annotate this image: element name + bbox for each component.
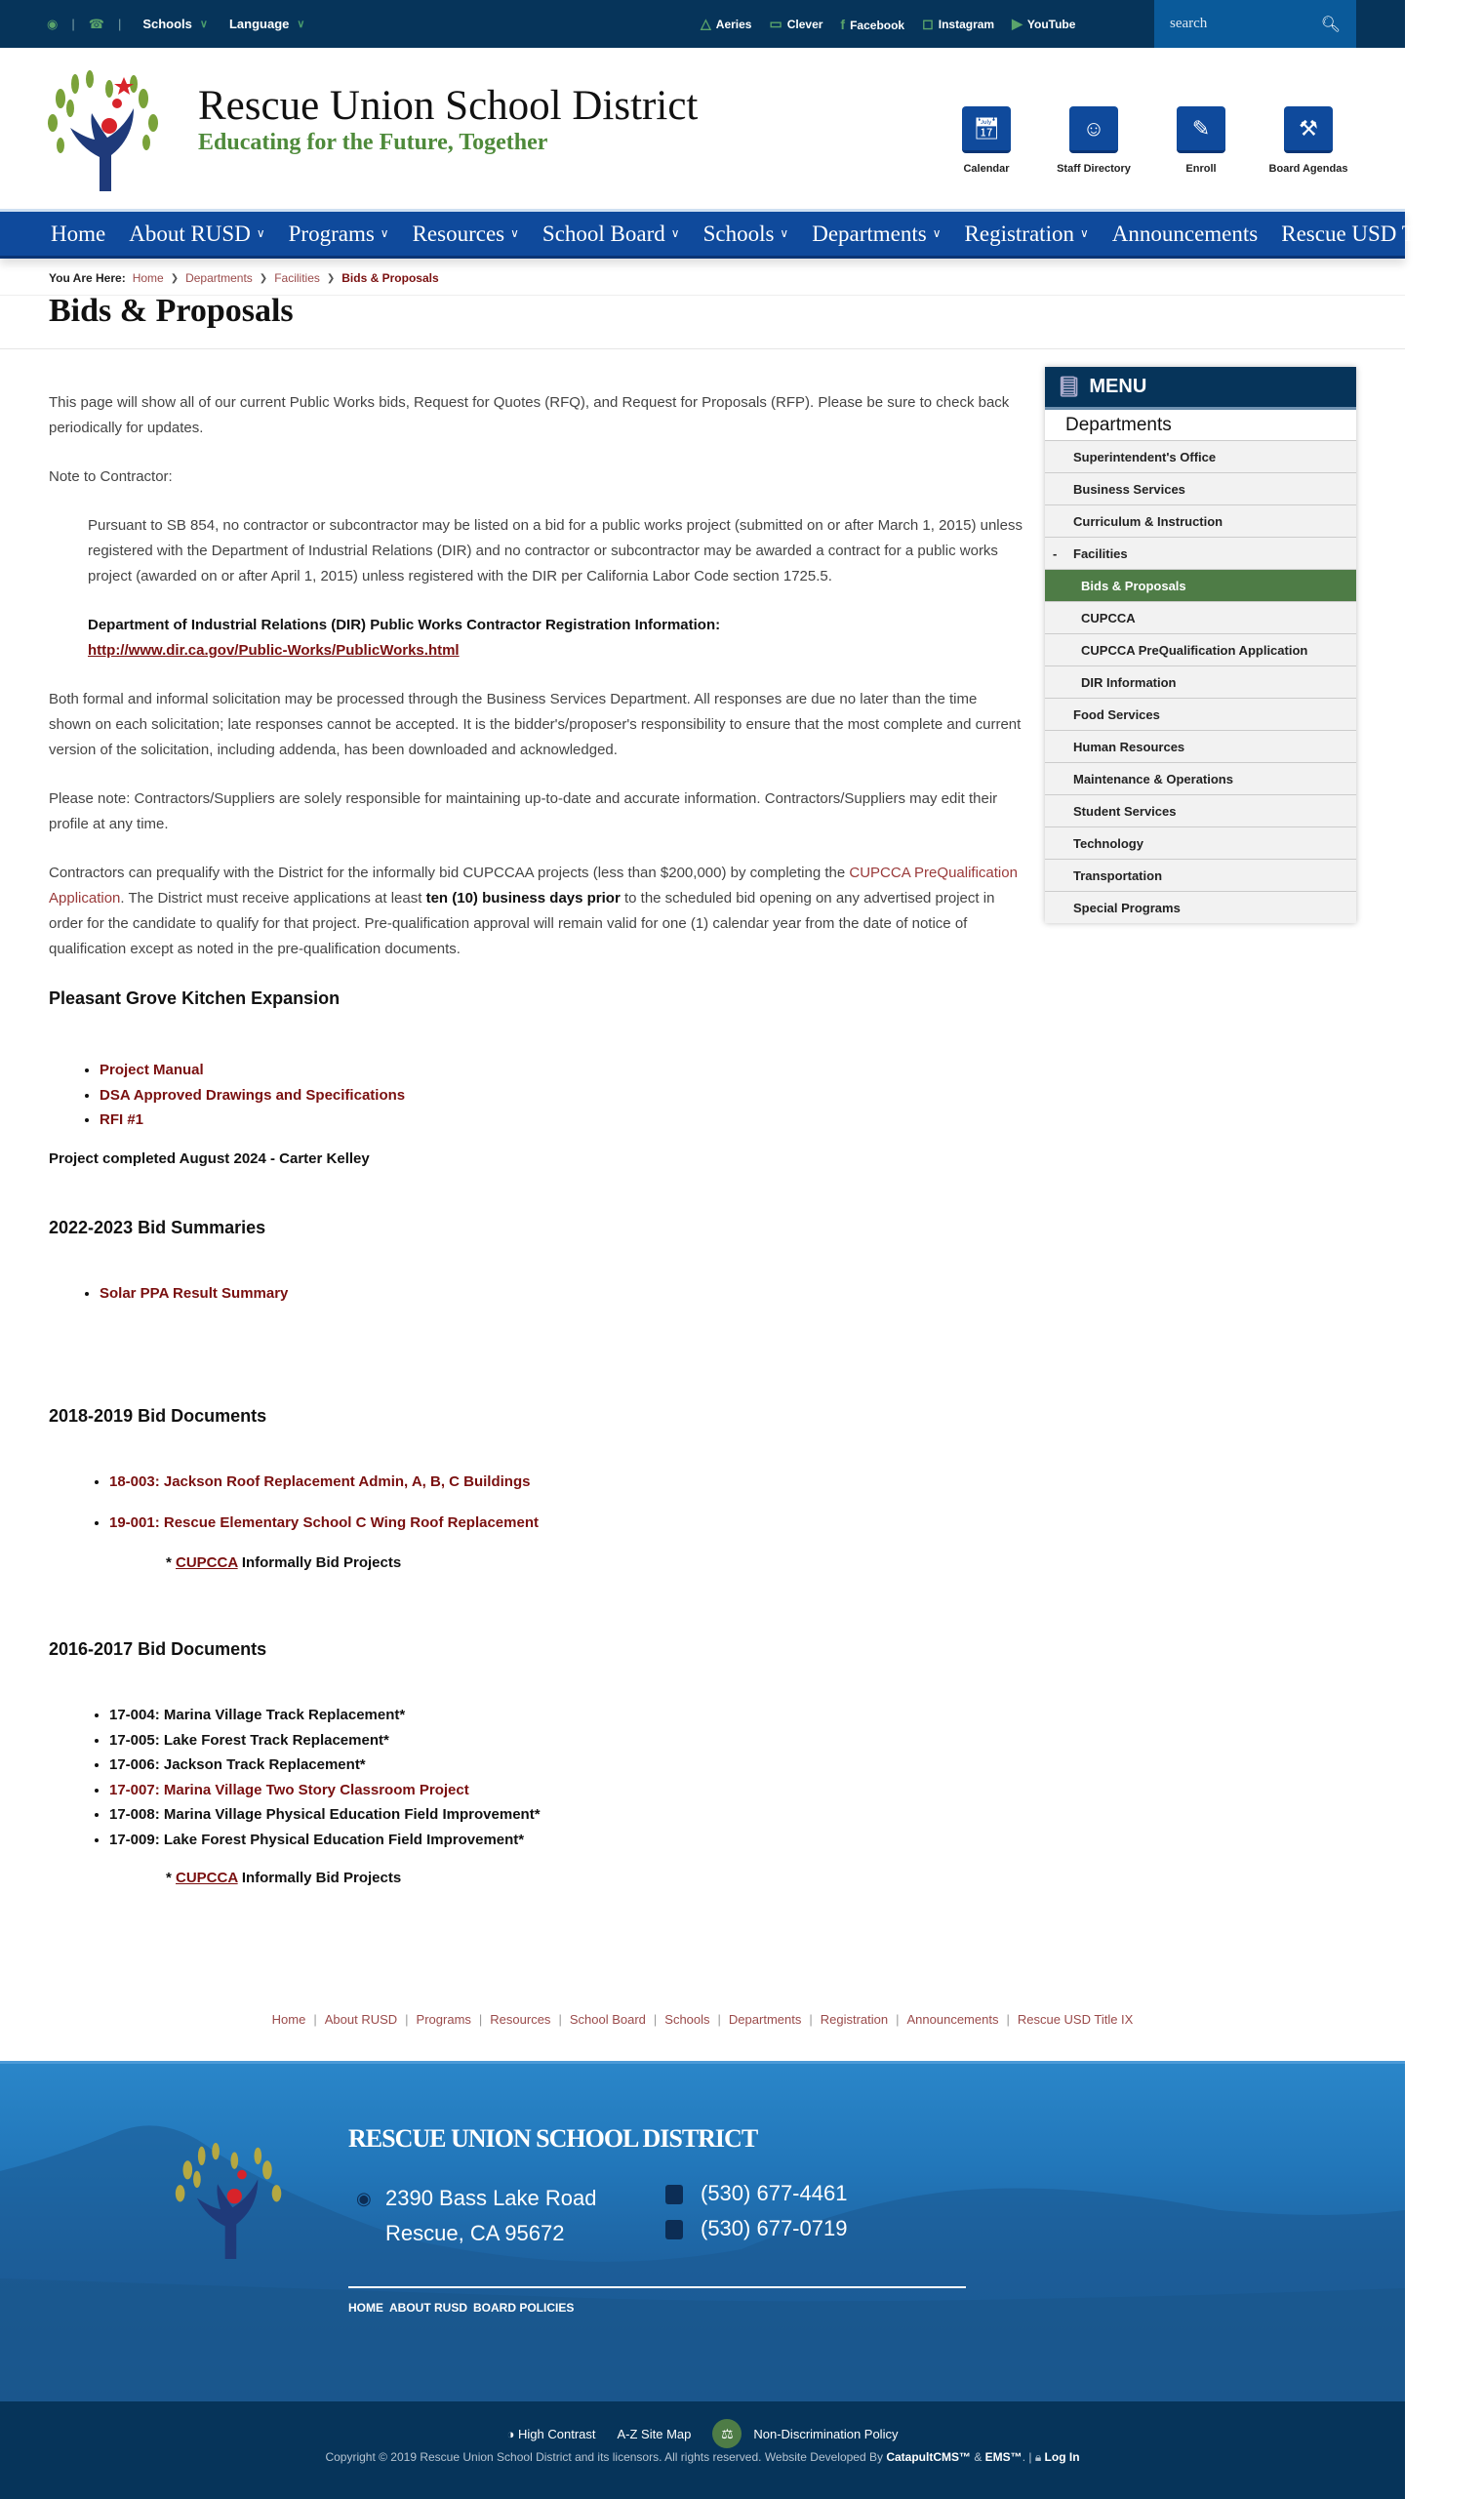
address-line-1: 2390 Bass Lake Road — [385, 2186, 597, 2210]
list-item — [100, 1058, 1023, 1083]
page-title: Bids & Proposals — [49, 293, 294, 329]
bid-item-text: 17-008: Marina Village Physical Education Field Improvement* — [109, 1806, 541, 1823]
facebook-icon: f — [840, 16, 846, 32]
footer-nav — [348, 2301, 574, 2315]
sidebar-item-label: Transportation — [1073, 867, 1163, 883]
bid-item-text: 17-005: Lake Forest Track Replacement* — [109, 1731, 389, 1749]
bid-link[interactable]: 17-007: Marina Village Two Story Classroom Project — [109, 1781, 469, 1798]
footer-divider — [348, 2286, 966, 2288]
sidebar-item-label: CUPCCA PreQualification Application — [1081, 642, 1308, 658]
asterisk: * — [166, 1870, 172, 1886]
facebook-label: Facebook — [850, 18, 905, 32]
prequal-part: Contractors can prequalify with the District for the informally bid CUPCCAA projects (less than $200,000) by completing the — [49, 865, 850, 881]
sitemap-link[interactable]: A-Z Site Map — [617, 2426, 692, 2441]
bottom-bar — [0, 2401, 1405, 2499]
search-input[interactable] — [1170, 16, 1306, 32]
search-icon[interactable]: 🔍︎ — [1320, 16, 1341, 33]
breadcrumb-departments[interactable]: Departments — [185, 271, 253, 285]
sidebar-item-label: Maintenance & Operations — [1073, 771, 1233, 786]
dsa-drawings-link[interactable]: DSA Approved Drawings and Specifications — [100, 1086, 406, 1104]
divider: | — [478, 2012, 483, 2027]
aeries-link[interactable] — [701, 16, 751, 32]
non-discrimination-label: Non-Discrimination Policy — [753, 2426, 899, 2441]
prequal-text — [49, 861, 1023, 962]
informal-label: Informally Bid Projects — [241, 1554, 402, 1571]
sidebar-item-label: Special Programs — [1073, 900, 1181, 915]
breadcrumb-facilities[interactable]: Facilities — [274, 271, 320, 285]
nav-label: Registration — [964, 221, 1074, 246]
instagram-icon: ◻ — [922, 16, 934, 31]
sidebar-item-bids-proposals[interactable] — [1045, 569, 1356, 601]
breadcrumb — [49, 271, 439, 285]
contrast-icon: ◑ — [506, 2426, 515, 2441]
nav-label: Announcements — [1111, 221, 1259, 246]
bid-summaries-list — [49, 1281, 1023, 1307]
bid-docs-2018-heading: 2018-2019 Bid Documents — [49, 1406, 267, 1426]
main-content — [49, 390, 1023, 1891]
bid-docs-2016-list — [49, 1703, 1023, 1852]
chevron-down-icon: ∨ — [670, 226, 680, 240]
list-item — [100, 1108, 1023, 1133]
footer-nav-home[interactable]: HOME — [348, 2301, 383, 2315]
location-pin-icon: ◉ — [356, 2189, 372, 2208]
nav-title-ix[interactable] — [1269, 222, 1484, 247]
phone-icon[interactable]: ☎ — [88, 16, 104, 31]
sidebar-item-label: Facilities — [1073, 545, 1128, 561]
nav-label: Programs — [288, 221, 375, 246]
divider: | — [558, 2012, 562, 2027]
prequal-bold: ten (10) business days prior — [425, 890, 621, 907]
copyright-text: Copyright © 2019 Rescue Union School District and its licensors. All rights reserved. Website Developed By — [325, 2450, 887, 2464]
list-item — [109, 1802, 1023, 1828]
lock-icon: 🔒︎ — [1034, 2450, 1042, 2464]
site-title[interactable]: Rescue Union School District — [198, 83, 699, 129]
footer-phones — [665, 2176, 847, 2246]
sidebar-item-label: DIR Information — [1081, 674, 1177, 690]
project-manual-link[interactable]: Project Manual — [100, 1062, 204, 1078]
sidebar-section-departments[interactable]: Departments — [1065, 414, 1172, 435]
clever-link[interactable] — [769, 16, 822, 32]
pleasant-grove-heading: Pleasant Grove Kitchen Expansion — [49, 988, 341, 1008]
chevron-down-icon: ∨ — [256, 226, 265, 240]
menu-title: MENU — [1089, 376, 1147, 397]
ems-link[interactable]: EMS™ — [984, 2450, 1023, 2464]
menu-header — [1045, 367, 1356, 410]
bid-docs-2018-list — [49, 1470, 1023, 1535]
footer-link[interactable]: Programs — [416, 2012, 471, 2027]
sidebar-item-label: Student Services — [1073, 803, 1177, 819]
instagram-label: Instagram — [938, 18, 995, 31]
list-item — [109, 1778, 1023, 1803]
separator: . | — [1022, 2450, 1035, 2464]
sidebar-item-superintendent-s-office[interactable] — [1045, 440, 1356, 472]
sidebar-item-maintenance-operations[interactable] — [1045, 762, 1356, 794]
calendar-button[interactable] — [933, 106, 1040, 175]
book-icon: 📘︎ — [1057, 377, 1082, 398]
sidebar-menu — [1045, 367, 1356, 923]
fax-icon — [665, 2220, 683, 2239]
high-contrast-label: High Contrast — [518, 2426, 596, 2441]
facebook-link[interactable] — [840, 17, 904, 32]
footer-logo — [164, 2142, 296, 2259]
nav-schools[interactable] — [692, 222, 801, 247]
sidebar-item-special-programs[interactable] — [1045, 891, 1356, 923]
dir-heading: Department of Industrial Relations (DIR) Public Works Contractor Registration Information: — [88, 617, 721, 633]
cupcca-note — [49, 1866, 1023, 1891]
divider: | — [1006, 2012, 1010, 2027]
nav-resources[interactable] — [401, 222, 531, 247]
divider: | — [71, 17, 75, 31]
divider: | — [405, 2012, 409, 2027]
enroll-label: Enroll — [1185, 163, 1217, 175]
site-header — [0, 48, 1405, 209]
sidebar-item-label: Business Services — [1073, 481, 1185, 497]
prequal-link[interactable]: CUPCCA PreQualification Application — [49, 865, 1018, 907]
sidebar-item-technology[interactable] — [1045, 826, 1356, 859]
list-item — [100, 1083, 1023, 1108]
footer — [0, 2061, 1405, 2401]
list-item — [109, 1828, 1023, 1853]
chevron-down-icon: ∨ — [297, 19, 305, 30]
footer-link[interactable]: Departments — [728, 2012, 802, 2027]
note-label: Note to Contractor: — [49, 468, 173, 485]
rfi-link[interactable]: RFI #1 — [100, 1111, 144, 1128]
nav-label: Rescue USD Title IX — [1281, 221, 1473, 246]
nav-programs[interactable] — [277, 222, 401, 247]
cupcca-note — [49, 1551, 1023, 1576]
footer-link[interactable]: Home — [271, 2012, 306, 2027]
sidebar-item-dir-information[interactable] — [1045, 665, 1356, 698]
bid-summaries-2022-heading: 2022-2023 Bid Summaries — [49, 1217, 266, 1237]
high-contrast-toggle[interactable] — [507, 2427, 596, 2441]
nav-announcements[interactable] — [1101, 222, 1269, 247]
footer-link[interactable]: Rescue USD Title IX — [1017, 2012, 1134, 2027]
chevron-down-icon: ∨ — [380, 226, 389, 240]
chevron-down-icon: ∨ — [780, 226, 789, 240]
language-dropdown[interactable] — [229, 17, 304, 31]
address-line-2: Rescue, CA 95672 — [385, 2221, 565, 2245]
pleasant-grove-list — [49, 1058, 1023, 1133]
top-bar — [0, 0, 1405, 48]
sidebar-item-label: Human Resources — [1073, 739, 1185, 754]
nav-home[interactable] — [39, 222, 117, 247]
footer-links — [0, 2012, 1405, 2027]
bid-item-text: 17-004: Marina Village Track Replacement* — [109, 1707, 406, 1723]
sidebar-item-transportation[interactable] — [1045, 859, 1356, 891]
chevron-down-icon: ∨ — [932, 226, 942, 240]
project-completed-text: Project completed August 2024 - Carter Kelley — [49, 1149, 370, 1167]
chevron-right-icon: ❯ — [170, 272, 180, 284]
divider: | — [313, 2012, 317, 2027]
divider: | — [717, 2012, 721, 2027]
scale-icon: ⚖ — [712, 2419, 742, 2448]
bid-item-text: 17-006: Jackson Track Replacement* — [109, 1756, 366, 1773]
list-item — [109, 1753, 1023, 1778]
footer-link[interactable]: School Board — [569, 2012, 646, 2027]
edit-icon: ✎ — [1177, 106, 1225, 153]
nav-departments[interactable] — [800, 222, 952, 247]
sidebar-item-label: Superintendent's Office — [1073, 449, 1217, 464]
footer-link[interactable]: Registration — [820, 2012, 889, 2027]
nav-label: About RUSD — [129, 221, 251, 246]
sidebar-item-label: Bids & Proposals — [1081, 578, 1186, 593]
district-logo[interactable] — [41, 69, 168, 191]
footer-district-name: RESCUE UNION SCHOOL DISTRICT — [348, 2124, 758, 2153]
sidebar-item-label: CUPCCA — [1081, 610, 1136, 625]
instagram-link[interactable] — [922, 16, 994, 32]
list-item — [109, 1703, 1023, 1728]
nav-label: Departments — [812, 221, 927, 246]
prequal-part: . The District must receive applications at least — [120, 890, 426, 907]
staff-directory-label: Staff Directory — [1057, 163, 1131, 175]
staff-directory-button[interactable] — [1040, 106, 1147, 175]
sidebar-item-food-services[interactable] — [1045, 698, 1356, 730]
nav-school-board[interactable] — [531, 222, 692, 247]
sidebar-item-label: Food Services — [1073, 706, 1160, 722]
fax-number: (530) 677-0719 — [701, 2216, 848, 2240]
copyright — [0, 2450, 1405, 2465]
board-agendas-button[interactable] — [1255, 106, 1362, 175]
footer-link[interactable]: Announcements — [906, 2012, 999, 2027]
sidebar-item-facilities[interactable] — [1045, 537, 1356, 569]
chevron-down-icon: ∨ — [510, 226, 519, 240]
sidebar-item-cupcca-prequalification-application[interactable] — [1045, 633, 1356, 665]
list-item — [109, 1470, 1023, 1495]
nav-about-rusd[interactable] — [117, 222, 276, 247]
list-item — [109, 1511, 1023, 1536]
bid-18-003-link[interactable]: 18-003: Jackson Roof Replacement Admin, A, B, C Buildings — [109, 1473, 531, 1490]
informal-label: Informally Bid Projects — [241, 1870, 402, 1886]
footer-nav-about[interactable]: ABOUT RUSD — [389, 2301, 467, 2315]
bid-item-text: 17-009: Lake Forest Physical Education Field Improvement* — [109, 1831, 525, 1848]
bid-docs-2016-heading: 2016-2017 Bid Documents — [49, 1639, 267, 1659]
dir-link[interactable]: http://www.dir.ca.gov/Public-Works/PublicWorks.html — [88, 642, 460, 659]
breadcrumb-label: You Are Here: — [49, 271, 126, 285]
cupcca-link[interactable]: CUPCCA — [176, 1554, 238, 1571]
sidebar-item-human-resources[interactable] — [1045, 730, 1356, 762]
users-icon: ☺ — [1069, 106, 1118, 153]
breadcrumb-home[interactable]: Home — [132, 271, 164, 285]
aeries-label: Aeries — [715, 18, 752, 31]
chevron-right-icon: ❯ — [259, 272, 268, 284]
nav-label: Resources — [412, 221, 505, 246]
cupcca-link[interactable]: CUPCCA — [176, 1870, 238, 1886]
sidebar-item-label: Technology — [1073, 835, 1143, 851]
youtube-icon: ▶ — [1012, 16, 1023, 31]
calendar-label: Calendar — [963, 163, 1010, 175]
sb854-text: Pursuant to SB 854, no contractor or subcontractor may be listed on a bid for a public works project (submitted on or after March 1, 2015) unless registered with the Department of Industrial Relations (DIR) and no contractor or subcontractor may be awarded a contract for a public works project (awarded on or after April 1, 2015) unless registered with the DIR per California Labor Code section 1725.5. — [88, 517, 1023, 584]
non-discrimination-link[interactable] — [712, 2419, 898, 2448]
nav-label: Schools — [702, 221, 775, 246]
site-tagline: Educating for the Future, Together — [198, 130, 548, 155]
footer-link[interactable]: About RUSD — [324, 2012, 398, 2027]
divider: | — [809, 2012, 813, 2027]
catapult-link[interactable]: CatapultCMS™ — [886, 2450, 971, 2464]
sidebar-item-curriculum-instruction[interactable] — [1045, 504, 1356, 537]
search-box — [1154, 0, 1356, 48]
please-note-text: Please note: Contractors/Suppliers are solely responsible for maintaining up-to-date and accurate information. Contractors/Suppliers may edit their profile at any time. — [49, 790, 998, 832]
chevron-right-icon: ❯ — [326, 272, 336, 284]
chevron-down-icon: ∨ — [1079, 226, 1089, 240]
divider: | — [896, 2012, 900, 2027]
footer-link[interactable]: Resources — [490, 2012, 551, 2027]
youtube-link[interactable] — [1012, 16, 1075, 32]
nav-registration[interactable] — [953, 222, 1101, 247]
sidebar-item-student-services[interactable] — [1045, 794, 1356, 826]
youtube-label: YouTube — [1026, 18, 1076, 31]
phone-number[interactable]: (530) 677-4461 — [701, 2181, 848, 2205]
footer-address — [356, 2181, 597, 2251]
laptop-icon: ▭ — [769, 16, 782, 31]
breadcrumb-current: Bids & Proposals — [341, 271, 439, 285]
divider: | — [117, 17, 122, 31]
list-item — [100, 1281, 1023, 1307]
calendar-icon: 📅︎ — [962, 106, 1011, 153]
main-nav — [0, 209, 1473, 259]
schools-label: Schools — [142, 17, 192, 31]
collapse-icon[interactable]: - — [1053, 545, 1058, 561]
list-item — [109, 1728, 1023, 1753]
solar-ppa-link[interactable]: Solar PPA Result Summary — [100, 1284, 289, 1302]
solicitation-text: Both formal and informal solicitation may be processed through the Business Services Department. All responses are due no later than the time shown on each solicitation; late responses cannot be accepted. It is the bidder's/proposer's responsibility to ensure that the most complete and current version of the solicitation, including addenda, has been downloaded and acknowledged. — [49, 691, 1022, 758]
sidebar-item-cupcca[interactable] — [1045, 601, 1356, 633]
amp: & — [971, 2450, 985, 2464]
clever-label: Clever — [786, 18, 823, 31]
footer-link[interactable]: Schools — [664, 2012, 710, 2027]
nav-label: Home — [51, 221, 106, 246]
board-agendas-label: Board Agendas — [1268, 163, 1348, 175]
location-pin-icon[interactable]: ◉ — [47, 16, 59, 31]
prequal-part: to the scheduled bid opening on any advertised project in order for the candidate to qualify for that project. Pre-qualification approval will remain valid for one (1) calendar year from the date of notice of qualification except as noted in the pre-qualification documents. — [49, 890, 995, 957]
nav-label: School Board — [541, 221, 665, 246]
sidebar-item-business-services[interactable] — [1045, 472, 1356, 504]
enroll-button[interactable] — [1147, 106, 1255, 175]
phone-icon — [665, 2185, 683, 2204]
footer-nav-board-policies[interactable]: BOARD POLICIES — [473, 2301, 575, 2315]
divider: | — [653, 2012, 658, 2027]
gavel-icon: ⚒ — [1284, 106, 1333, 153]
login-link[interactable]: Log In — [1044, 2450, 1080, 2464]
intro-text: This page will show all of our current Public Works bids, Request for Quotes (RFQ), and Request for Proposals (RFP). Please be sure to check back periodically for updates. — [49, 394, 1010, 436]
schools-dropdown[interactable] — [142, 17, 208, 31]
sidebar-item-label: Curriculum & Instruction — [1073, 513, 1223, 529]
aeries-icon: △ — [701, 16, 711, 31]
asterisk: * — [166, 1554, 172, 1571]
bid-19-001-link[interactable]: 19-001: Rescue Elementary School C Wing Roof Replacement — [109, 1513, 539, 1531]
language-label: Language — [228, 17, 290, 31]
chevron-down-icon: ∨ — [199, 19, 208, 30]
